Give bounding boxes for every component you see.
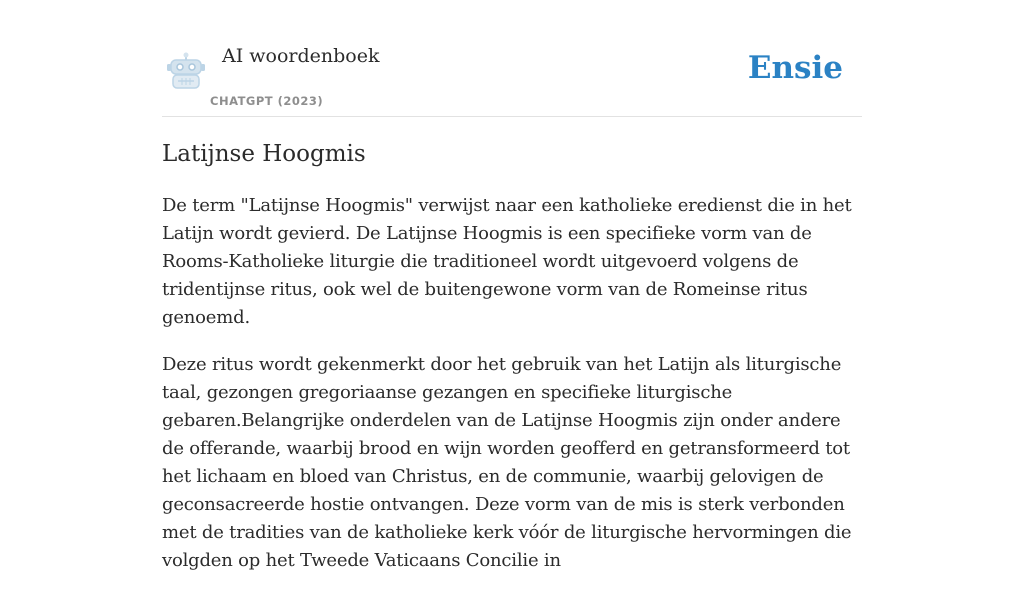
source-subtitle: CHATGPT (2023) <box>210 94 324 108</box>
robot-icon <box>166 52 206 90</box>
entry-paragraph: De term "Latijnse Hoogmis" verwijst naar een katholieke eredienst die in het Latijn wordt gevierd. De Latijnse Hoogmis is een specifieke vorm van de Rooms-Katholieke liturgie die traditioneel wordt uitgevoerd volgens de tridentijnse ritus, ook wel de buitengewone vorm van de Romeinse ritus genoemd. <box>162 195 852 328</box>
ensie-logo[interactable]: Ensie <box>747 50 843 86</box>
entry-header <box>162 0 862 117</box>
source-title[interactable]: AI woordenboek <box>222 45 380 67</box>
entry-term: Latijnse Hoogmis <box>162 141 366 167</box>
entry-content <box>162 138 862 594</box>
entry-paragraph: Deze ritus wordt gekenmerkt door het gebruik van het Latijn als liturgische taal, gezongen gregoriaanse gezangen en specifieke liturgische gebaren.Belangrijke onderdelen van de Latijnse Hoogmis zijn onder andere de offerande, waarbij brood en wijn worden geofferd en getransformeerd tot het lichaam en bloed van Christus, en de communie, waarbij gelovigen de geconsacreerde hostie ontvangen. Deze vorm van de mis is sterk verbonden met de tradities van de katholieke kerk vóór de liturgische hervormingen die volgden op het Tweede Vaticaans Concilie in <box>162 354 852 571</box>
